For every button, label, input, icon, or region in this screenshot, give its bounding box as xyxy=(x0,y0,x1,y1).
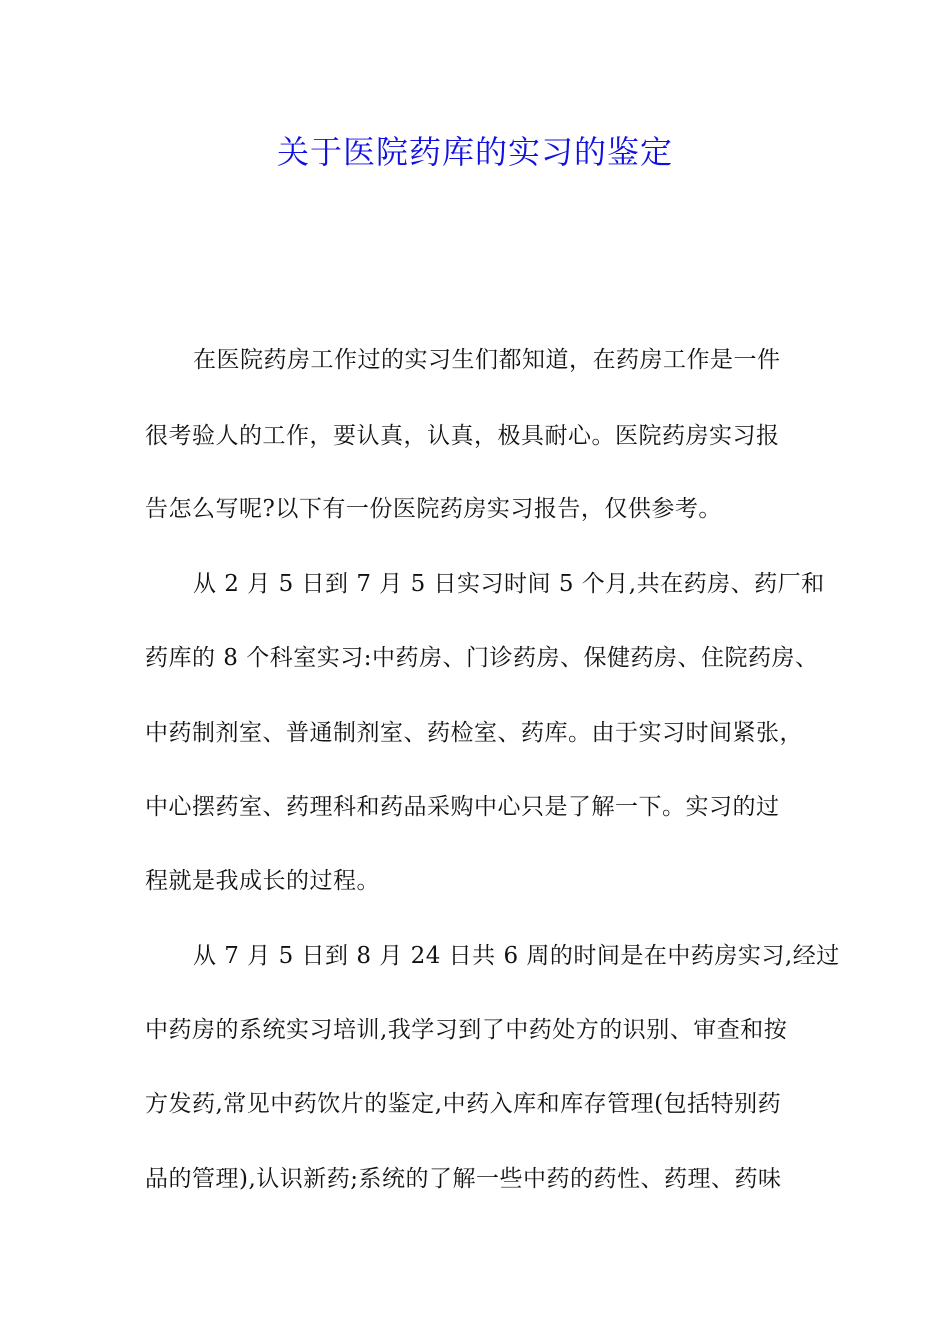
paragraph-1-line-2: 很考验人的工作，要认真，认真，极具耐心。医院药房实习报 xyxy=(145,423,780,449)
paragraph-3-line-1: 从 7 月 5 日到 8 月 24 日共 6 周的时间是在中药房实习,经过 xyxy=(193,943,840,969)
paragraph-2-line-3: 中药制剂室、普通制剂室、药检室、药库。由于实习时间紧张， xyxy=(145,720,803,746)
paragraph-3-line-2: 中药房的系统实习培训,我学习到了中药处方的识别、审查和按 xyxy=(145,1017,788,1043)
paragraph-1-line-3: 告怎么写呢?以下有一份医院药房实习报告，仅供参考。 xyxy=(145,496,722,522)
paragraph-1-line-1: 在医院药房工作过的实习生们都知道，在药房工作是一件 xyxy=(193,347,781,373)
document-title: 关于医院药库的实习的鉴定 xyxy=(276,133,673,171)
paragraph-2-line-2: 药库的 8 个科室实习:中药房、门诊药房、保健药房、住院药房、 xyxy=(145,645,819,671)
paragraph-3-line-4: 品的管理),认识新药;系统的了解一些中药的药性、药理、药味 xyxy=(145,1166,782,1192)
paragraph-2-line-5: 程就是我成长的过程。 xyxy=(145,868,380,894)
paragraph-2-line-4: 中心摆药室、药理科和药品采购中心只是了解一下。实习的过 xyxy=(145,794,780,820)
paragraph-2-line-1: 从 2 月 5 日到 7 月 5 日实习时间 5 个月,共在药房、药厂和 xyxy=(193,571,825,597)
paragraph-3-line-3: 方发药,常见中药饮片的鉴定,中药入库和库存管理(包括特别药 xyxy=(145,1091,782,1117)
